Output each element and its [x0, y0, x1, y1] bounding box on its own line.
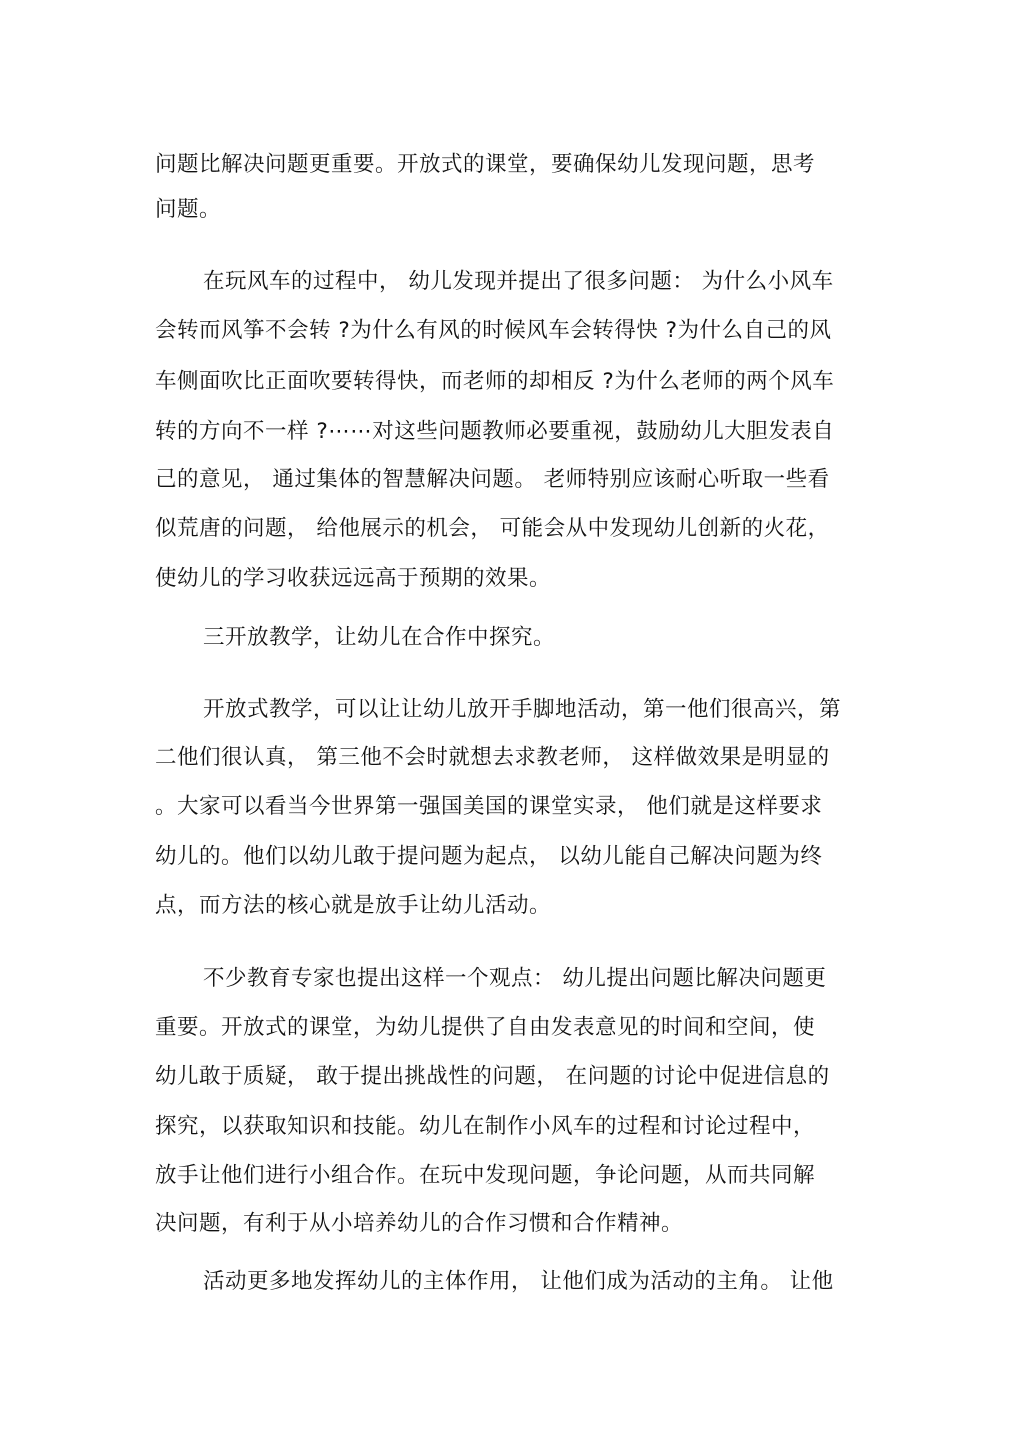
text-line: 幼儿的。他们以幼儿敢于提问题为起点， 以幼儿能自己解决问题为终 [155, 844, 823, 869]
text-line: 问题。 [155, 197, 222, 222]
paragraph-start-line: 活动更多地发挥幼儿的主体作用， 让他们成为活动的主角。 让他 [203, 1269, 834, 1294]
text-line: 放手让他们进行小组合作。在玩中发现问题，争论问题，从而共同解 [155, 1163, 816, 1188]
text-line: 重要。开放式的课堂，为幼儿提供了自由发表意见的时间和空间，使 [155, 1015, 816, 1040]
paragraph-start-line: 在玩风车的过程中， 幼儿发现并提出了很多问题： 为什么小风车 [203, 269, 834, 294]
text-line: 己的意见， 通过集体的智慧解决问题。 老师特别应该耐心听取一些看 [155, 467, 830, 492]
text-line: 使幼儿的学习收获远远高于预期的效果。 [155, 566, 552, 591]
text-line: 点，而方法的核心就是放手让幼儿活动。 [155, 893, 552, 918]
paragraph-start-line: 开放式教学，可以让让幼儿放开手脚地活动，第一他们很高兴，第 [203, 697, 842, 722]
text-line: 转的方向不一样 ?⋯⋯对这些问题教师必要重视，鼓励幼儿大胆发表自 [155, 419, 835, 444]
text-line: 探究，以获取知识和技能。幼儿在制作小风车的过程和讨论过程中， [155, 1114, 816, 1139]
text-line: 二他们很认真， 第三他不会时就想去求教老师， 这样做效果是明显的 [155, 745, 830, 770]
text-line: 会转而风筝不会转 ?为什么有风的时候风车会转得快 ?为什么自己的风 [155, 318, 832, 343]
text-line: 决问题，有利于从小培养幼儿的合作习惯和合作精神。 [155, 1211, 684, 1236]
text-line: 问题比解决问题更重要。开放式的课堂，要确保幼儿发现问题，思考 [155, 152, 816, 177]
text-line: 幼儿敢于质疑， 敢于提出挑战性的问题， 在问题的讨论中促进信息的 [155, 1064, 830, 1089]
text-line: 车侧面吹比正面吹要转得快，而老师的却相反 ?为什么老师的两个风车 [155, 369, 835, 394]
section-heading: 三开放教学，让幼儿在合作中探究。 [203, 625, 556, 650]
text-line: 。大家可以看当今世界第一强国美国的课堂实录， 他们就是这样要求 [155, 794, 823, 819]
text-line: 似荒唐的问题， 给他展示的机会， 可能会从中发现幼儿创新的火花， [155, 516, 830, 541]
paragraph-start-line: 不少教育专家也提出这样一个观点： 幼儿提出问题比解决问题更 [203, 966, 827, 991]
